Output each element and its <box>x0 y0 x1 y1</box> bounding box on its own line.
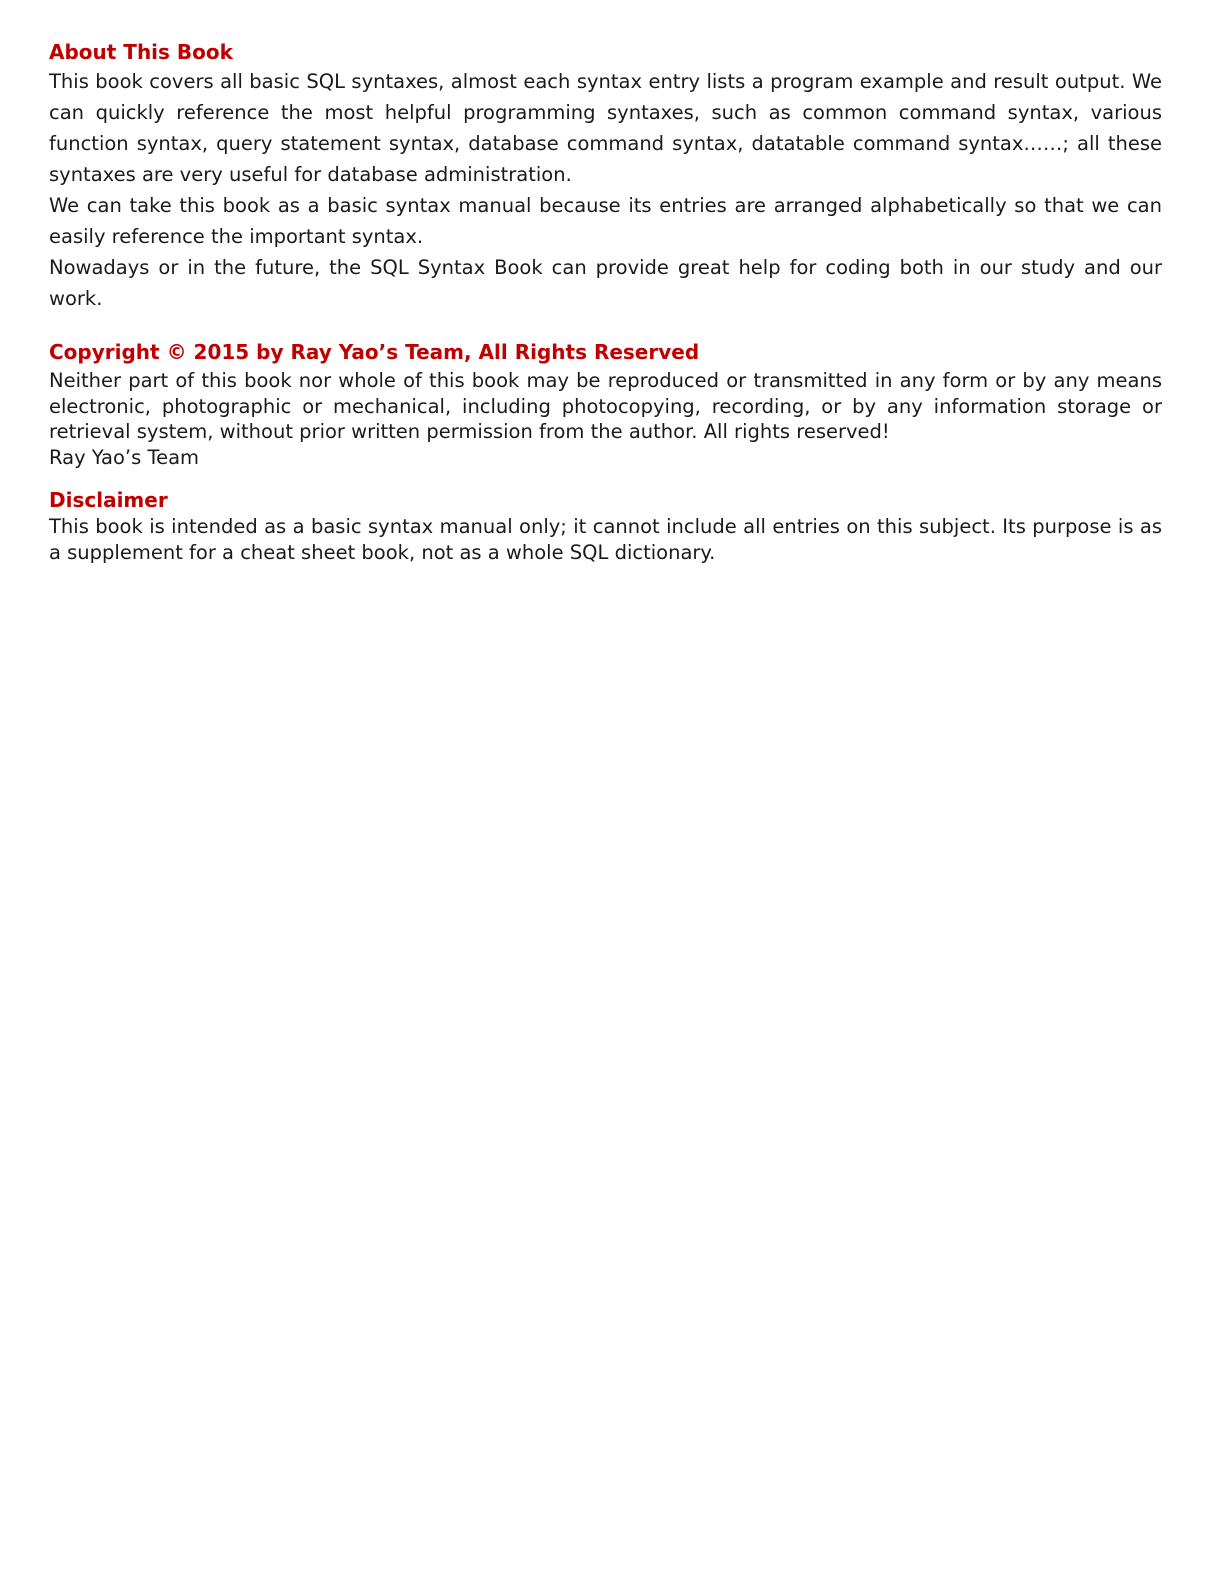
about-paragraph-1: This book covers all basic SQL syntaxes, almost each syntax entry lists a program example and result output. We can quickly reference the most helpful programming syntaxes, such as common command syntax, various function syntax, query statement syntax, database command syntax, datatable command syntax……; all these syntaxes are very useful for database administration. <box>49 70 1162 186</box>
disclaimer-body: This book is intended as a basic syntax manual only; it cannot include all entries on this subject. Its purpose is as a supplement for a cheat sheet book, not as a whole SQL dictionary. <box>49 515 1162 564</box>
copyright-heading: Copyright © 2015 by Ray Yao’s Team, All Rights Reserved <box>49 340 700 364</box>
copyright-signature: Ray Yao’s Team <box>49 445 200 469</box>
disclaimer-heading: Disclaimer <box>49 488 168 512</box>
document-page <box>49 38 1162 565</box>
about-section <box>49 38 1162 314</box>
about-heading: About This Book <box>49 40 233 64</box>
about-paragraph-2: We can take this book as a basic syntax manual because its entries are arranged alphabetically so that we can easily reference the important syntax. <box>49 194 1162 248</box>
about-paragraph-3: Nowadays or in the future, the SQL Syntax Book can provide great help for coding both in our study and our work. <box>49 256 1162 310</box>
copyright-body: Neither part of this book nor whole of this book may be reproduced or transmitted in any form or by any means electronic, photographic or mechanical, including photocopying, recording, or by any information storage or retrieval system, without prior written permission from the author. All rights reserved! <box>49 369 1162 443</box>
copyright-section <box>49 338 1162 470</box>
disclaimer-section <box>49 486 1162 565</box>
